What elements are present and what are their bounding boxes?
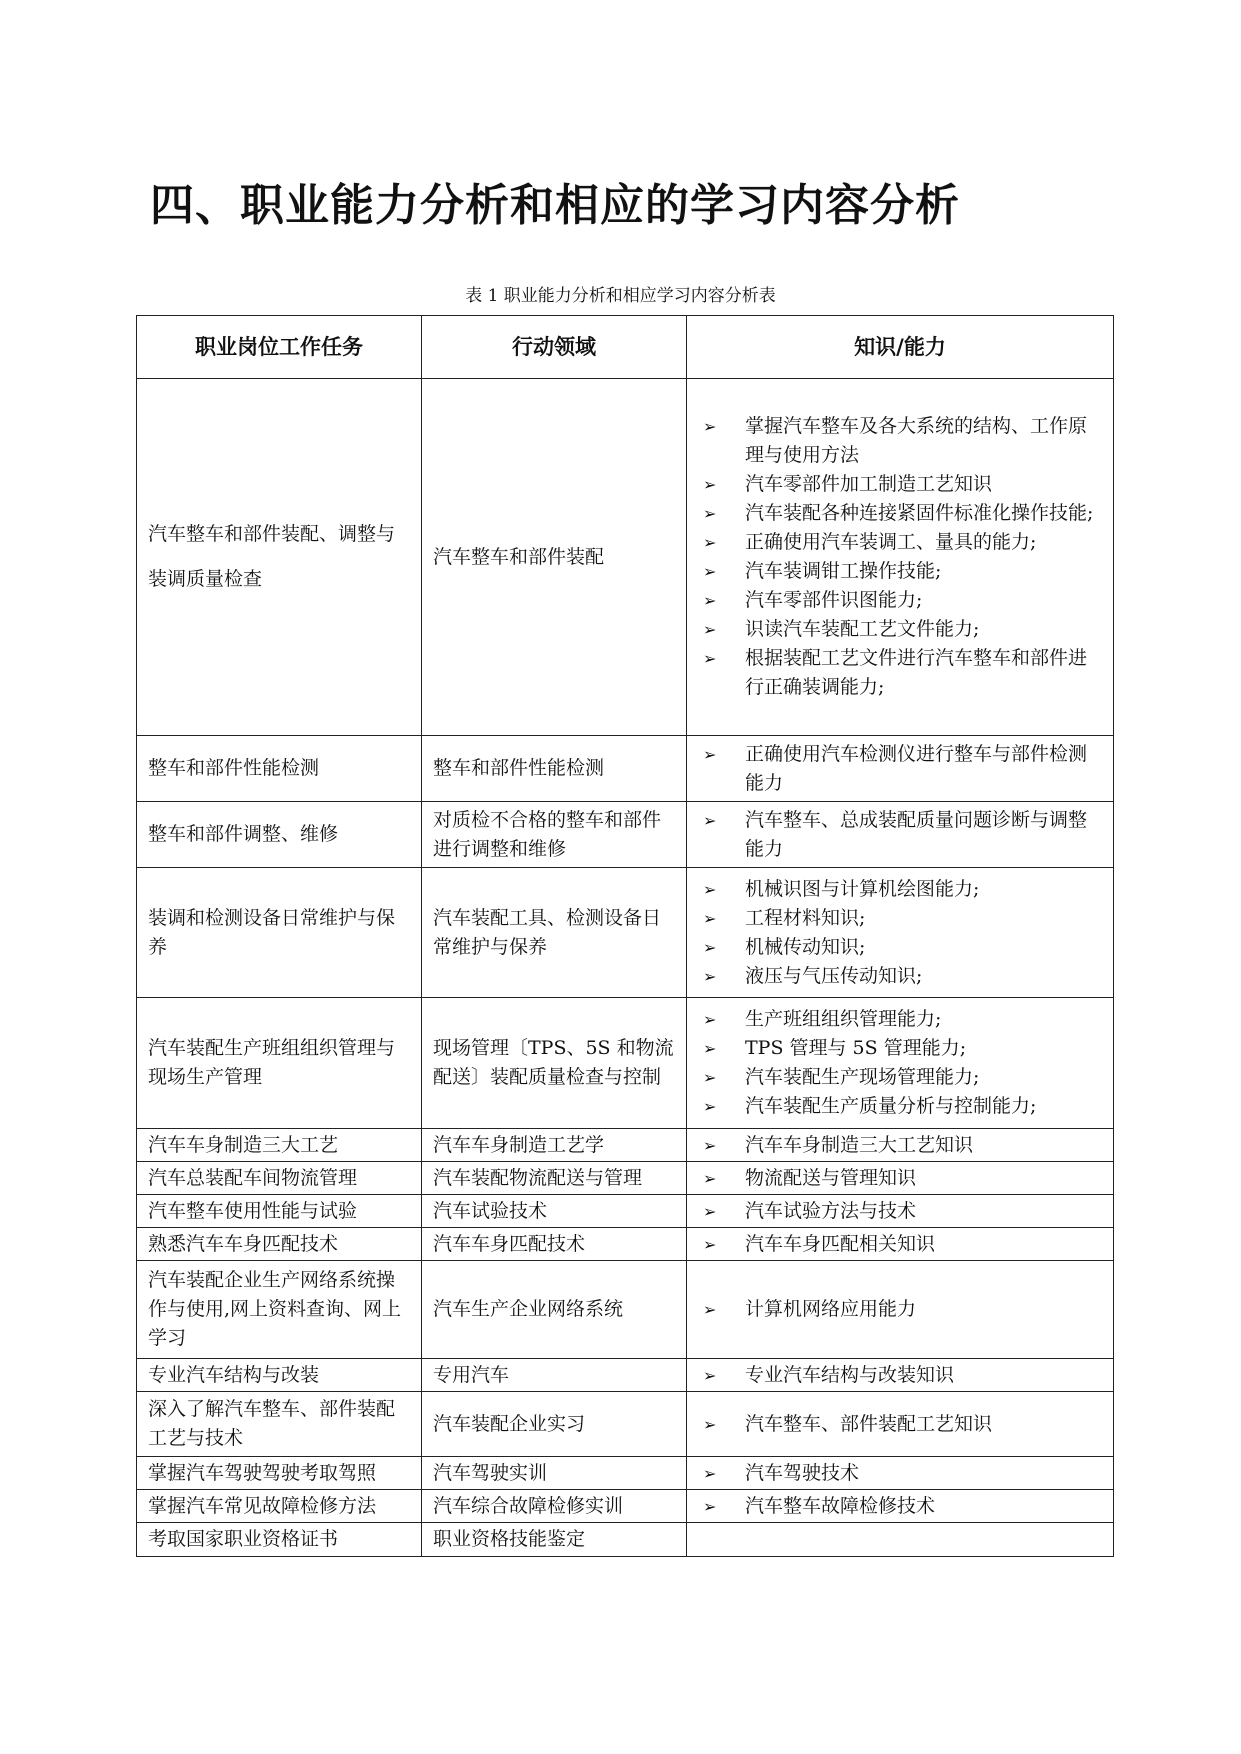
skills-list [699, 806, 1105, 864]
header-skills: 知识/能力 [687, 316, 1114, 379]
skill-item: ➢ 汽车车身制造三大工艺知识 [699, 1131, 1105, 1160]
table-caption: 表 1 职业能力分析和相应学习内容分析表 [465, 286, 776, 306]
table-row [137, 998, 1114, 1129]
skills-cell [687, 736, 1114, 802]
task-cell [137, 379, 422, 736]
skill-item: ➢ 汽车整车、总成装配质量问题诊断与调整能力 [699, 806, 1105, 864]
table-header-row [137, 316, 1114, 379]
skill-item: ➢ 专业汽车结构与改装知识 [699, 1361, 1105, 1390]
skill-item: ➢ 液压与气压传动知识; [699, 962, 1105, 991]
table-row [137, 1457, 1114, 1490]
field-cell: 现场管理〔TPS、5S 和物流配送〕装配质量检查与控制 [422, 998, 687, 1129]
task-cell: 整车和部件调整、维修 [137, 802, 422, 868]
skills-list [699, 1131, 1105, 1160]
field-cell: 汽车装配物流配送与管理 [422, 1162, 687, 1195]
skills-cell [687, 1195, 1114, 1228]
skills-list [699, 1459, 1105, 1488]
task-cell: 掌握汽车驾驶驾驶考取驾照 [137, 1457, 422, 1490]
skills-cell [687, 1523, 1114, 1557]
field-cell: 汽车生产企业网络系统 [422, 1261, 687, 1359]
skills-cell [687, 1228, 1114, 1261]
skills-cell [687, 868, 1114, 998]
skills-list [699, 1164, 1105, 1193]
skill-item: ➢ 汽车装配各种连接紧固件标准化操作技能; [699, 499, 1105, 528]
task-cell: 专业汽车结构与改装 [137, 1359, 422, 1392]
skill-item: ➢ 掌握汽车整车及各大系统的结构、工作原理与使用方法 [699, 412, 1105, 470]
field-cell: 汽车车身制造工艺学 [422, 1129, 687, 1162]
skills-cell [687, 998, 1114, 1129]
skill-item: ➢ 汽车零部件加工制造工艺知识 [699, 470, 1105, 499]
skills-cell [687, 1359, 1114, 1392]
skill-item: ➢ 工程材料知识; [699, 904, 1105, 933]
table-row [137, 379, 1114, 736]
table-row [137, 1523, 1114, 1557]
skills-list [699, 1197, 1105, 1226]
field-cell: 整车和部件性能检测 [422, 736, 687, 802]
field-cell: 职业资格技能鉴定 [422, 1523, 687, 1557]
task-cell: 掌握汽车常见故障检修方法 [137, 1490, 422, 1523]
skill-item: ➢ 汽车装配生产质量分析与控制能力; [699, 1092, 1105, 1121]
section-heading: 四、职业能力分析和相应的学习内容分析 [150, 180, 960, 231]
task-text: 汽车整车和部件装配、调整与装调质量检查 [148, 523, 396, 590]
table-row [137, 1490, 1114, 1523]
skill-item: ➢ 识读汽车装配工艺文件能力; [699, 615, 1105, 644]
task-cell: 深入了解汽车整车、部件装配工艺与技术 [137, 1392, 422, 1457]
skills-cell [687, 1457, 1114, 1490]
task-cell: 汽车车身制造三大工艺 [137, 1129, 422, 1162]
skill-item: ➢ 汽车驾驶技术 [699, 1459, 1105, 1488]
task-cell: 整车和部件性能检测 [137, 736, 422, 802]
task-cell: 汽车总装配车间物流管理 [137, 1162, 422, 1195]
task-cell: 汽车装配企业生产网络系统操作与使用,网上资料查询、网上学习 [137, 1261, 422, 1359]
skills-cell [687, 1490, 1114, 1523]
skills-list [699, 875, 1105, 991]
skill-item: ➢ 汽车装配生产现场管理能力; [699, 1063, 1105, 1092]
table-row [137, 1162, 1114, 1195]
header-field: 行动领域 [422, 316, 687, 379]
task-cell: 考取国家职业资格证书 [137, 1523, 422, 1557]
field-cell: 汽车整车和部件装配 [422, 379, 687, 736]
table-row [137, 868, 1114, 998]
skill-item: ➢ 汽车零部件识图能力; [699, 586, 1105, 615]
skill-item: ➢ 机械传动知识; [699, 933, 1105, 962]
skills-cell [687, 1162, 1114, 1195]
field-cell: 汽车驾驶实训 [422, 1457, 687, 1490]
skill-item: ➢ 机械识图与计算机绘图能力; [699, 875, 1105, 904]
field-cell: 对质检不合格的整车和部件进行调整和维修 [422, 802, 687, 868]
skills-cell [687, 802, 1114, 868]
skills-list [699, 1492, 1105, 1521]
table-row [137, 1392, 1114, 1457]
skills-list [699, 1361, 1105, 1390]
table-row [137, 1195, 1114, 1228]
analysis-table [136, 315, 1114, 1557]
header-task: 职业岗位工作任务 [137, 316, 422, 379]
skill-item: ➢ 汽车试验方法与技术 [699, 1197, 1105, 1226]
skill-item: ➢ 根据装配工艺文件进行汽车整车和部件进行正确装调能力; [699, 644, 1105, 702]
skills-list [699, 1005, 1105, 1121]
skill-item: ➢ 汽车整车故障检修技术 [699, 1492, 1105, 1521]
field-cell: 汽车车身匹配技术 [422, 1228, 687, 1261]
table-row [137, 1261, 1114, 1359]
skill-item: ➢ 汽车车身匹配相关知识 [699, 1230, 1105, 1259]
skill-item: ➢ 汽车整车、部件装配工艺知识 [699, 1410, 1105, 1439]
field-cell: 汽车装配企业实习 [422, 1392, 687, 1457]
table-row [137, 1359, 1114, 1392]
field-cell: 专用汽车 [422, 1359, 687, 1392]
skills-list [699, 412, 1105, 702]
skills-cell [687, 1392, 1114, 1457]
skills-list [699, 740, 1105, 798]
skill-item: ➢ TPS 管理与 5S 管理能力; [699, 1034, 1105, 1063]
skill-item: ➢ 正确使用汽车检测仪进行整车与部件检测能力 [699, 740, 1105, 798]
table-row [137, 802, 1114, 868]
skills-list [699, 1295, 1105, 1324]
skills-cell [687, 379, 1114, 736]
task-cell: 汽车装配生产班组组织管理与现场生产管理 [137, 998, 422, 1129]
table-row [137, 1129, 1114, 1162]
table-row [137, 1228, 1114, 1261]
skill-item: ➢ 正确使用汽车装调工、量具的能力; [699, 528, 1105, 557]
skill-item: ➢ 生产班组组织管理能力; [699, 1005, 1105, 1034]
skills-cell [687, 1129, 1114, 1162]
skill-item: ➢ 物流配送与管理知识 [699, 1164, 1105, 1193]
skills-list [699, 1410, 1105, 1439]
table-row [137, 736, 1114, 802]
skill-item: ➢ 汽车装调钳工操作技能; [699, 557, 1105, 586]
skill-item: ➢ 计算机网络应用能力 [699, 1295, 1105, 1324]
task-cell: 汽车整车使用性能与试验 [137, 1195, 422, 1228]
skills-cell [687, 1261, 1114, 1359]
field-cell: 汽车装配工具、检测设备日常维护与保养 [422, 868, 687, 998]
task-cell: 装调和检测设备日常维护与保养 [137, 868, 422, 998]
field-cell: 汽车综合故障检修实训 [422, 1490, 687, 1523]
task-cell: 熟悉汽车车身匹配技术 [137, 1228, 422, 1261]
skills-list [699, 1230, 1105, 1259]
field-cell: 汽车试验技术 [422, 1195, 687, 1228]
